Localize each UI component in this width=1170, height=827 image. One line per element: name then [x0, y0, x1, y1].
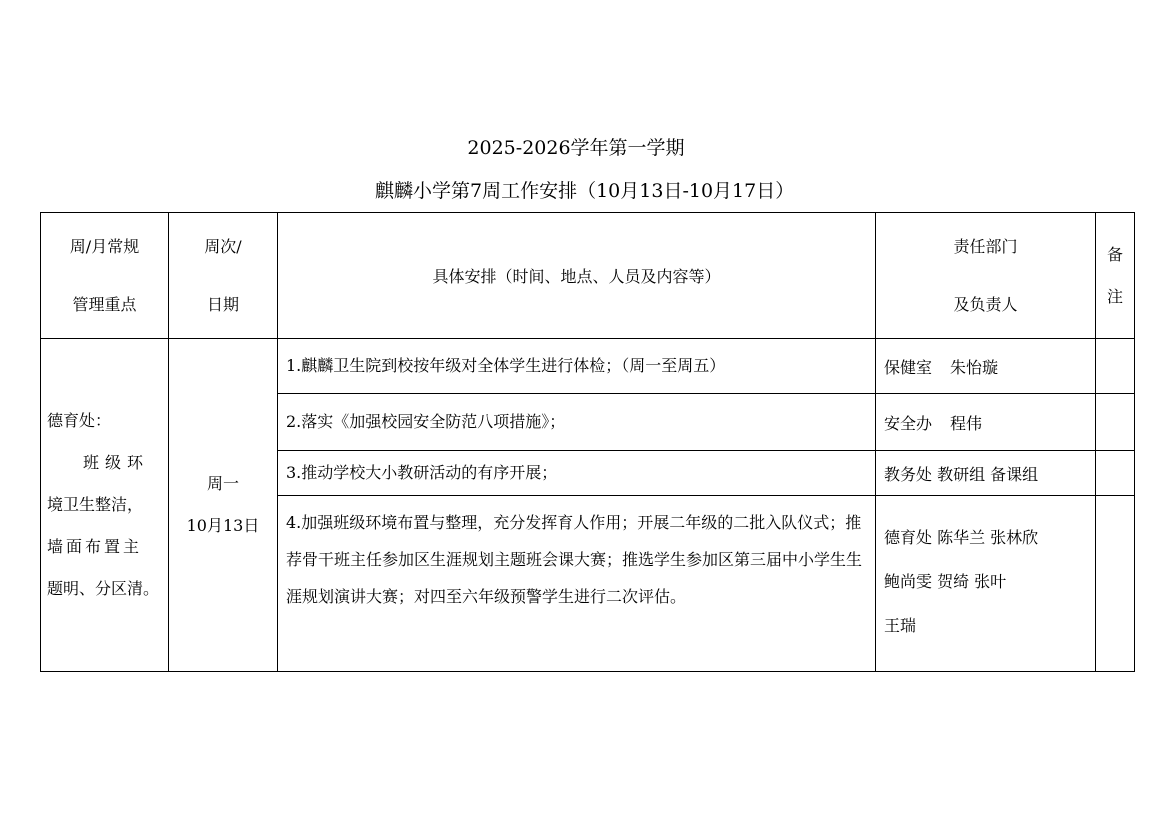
header-dept-line1: 责任部门: [953, 236, 1018, 256]
header-date-line1: 周次/: [204, 236, 242, 256]
dept-1-person: 朱怡璇: [950, 357, 999, 377]
dept-1-name: 保健室: [884, 357, 933, 377]
dept-3-name: 教务处 教研组 备课组: [884, 464, 1039, 484]
date-label: 10月13日: [186, 516, 260, 535]
dept-4-line2: 鲍尚雯 贺绮 张叶: [884, 572, 1007, 591]
dept-1: [876, 339, 1096, 394]
dept-2: [876, 394, 1096, 451]
document-title-week-schedule: 麒麟小学第7周工作安排（10月13日-10月17日）: [375, 180, 795, 202]
dept-3: [876, 451, 1096, 496]
dept-4-line1: 德育处 陈华兰 张林欣: [884, 528, 1039, 547]
dept-4: [876, 496, 1096, 672]
header-row: [41, 213, 1135, 339]
header-dept-line2: 及负责人: [953, 294, 1018, 314]
weekday-label: 周一: [206, 474, 239, 493]
dept-2-person: 程伟: [950, 413, 983, 433]
dept-2-name: 安全办: [884, 413, 933, 433]
focus-dept: 德育处：: [47, 411, 112, 430]
task-2: 2.落实《加强校园安全防范八项措施》；: [278, 394, 876, 451]
date-cell: [169, 339, 278, 672]
focus-line4: 题明、分区清。: [47, 579, 160, 598]
focus-line3: 墙面布置主: [47, 537, 143, 556]
note-2: [1096, 394, 1135, 451]
header-focus: [41, 213, 169, 339]
focus-line2: 境卫生整洁，: [47, 495, 144, 514]
dept-4-line3: 王瑞: [884, 616, 917, 635]
header-note-line1: 备: [1106, 244, 1123, 264]
header-dept: [876, 213, 1096, 339]
table-row: [41, 339, 1135, 394]
note-3: [1096, 451, 1135, 496]
task-3: 3.推动学校大小教研活动的有序开展；: [278, 451, 876, 496]
schedule-table: [40, 212, 1135, 672]
management-focus-cell: [41, 339, 169, 672]
header-note-line2: 注: [1106, 286, 1123, 306]
focus-line1: 班级环: [83, 453, 150, 472]
note-1: [1096, 339, 1135, 394]
document-title-semester: 2025-2026学年第一学期: [467, 137, 685, 159]
header-focus-line1: 周/月常规: [69, 236, 140, 256]
note-4: [1096, 496, 1135, 672]
task-4: 4.加强班级环境布置与整理，充分发挥育人作用；开展二年级的二批入队仪式；推荐骨干班主任参加区生涯规划主题班会课大赛；推选学生参加区第三届中小学生生涯规划演讲大赛；对四至六年级预警学生进行二次评估。: [278, 496, 876, 672]
header-note: [1096, 213, 1135, 339]
header-content: 具体安排（时间、地点、人员及内容等）: [278, 213, 876, 339]
task-1: 1.麒麟卫生院到校按年级对全体学生进行体检；（周一至周五）: [278, 339, 876, 394]
header-focus-line2: 管理重点: [72, 294, 137, 314]
header-date: [169, 213, 278, 339]
header-date-line2: 日期: [206, 294, 239, 314]
